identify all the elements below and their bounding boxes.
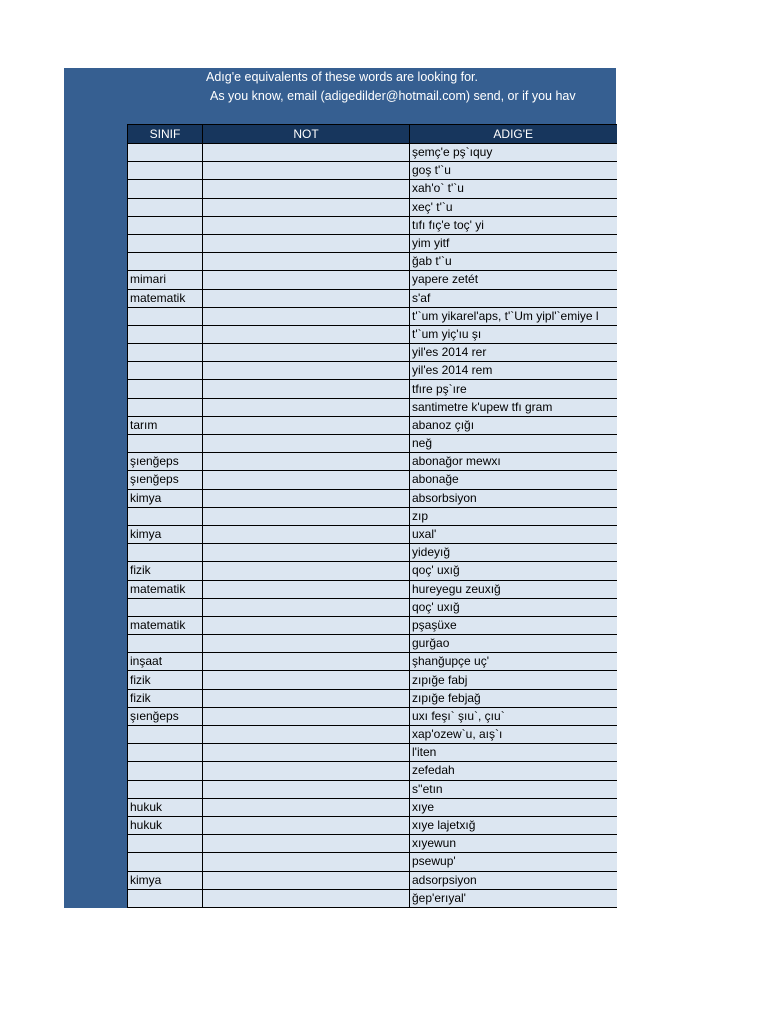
cell-not[interactable] bbox=[203, 889, 410, 907]
table-row bbox=[128, 144, 617, 162]
table-row bbox=[128, 253, 617, 271]
cell-not[interactable] bbox=[203, 489, 410, 507]
cell-not[interactable] bbox=[203, 416, 410, 434]
cell-adige[interactable]: zıp bbox=[410, 507, 617, 525]
cell-not[interactable] bbox=[203, 816, 410, 834]
table-row bbox=[128, 180, 617, 198]
cell-not[interactable] bbox=[203, 689, 410, 707]
table-row bbox=[128, 234, 617, 252]
cell-not[interactable] bbox=[203, 271, 410, 289]
table-row bbox=[128, 689, 617, 707]
cell-sinif[interactable] bbox=[128, 198, 203, 216]
cell-sinif[interactable] bbox=[128, 780, 203, 798]
cell-not[interactable] bbox=[203, 253, 410, 271]
cell-not[interactable] bbox=[203, 853, 410, 871]
cell-adige[interactable]: yil'es 2014 rer bbox=[410, 344, 617, 362]
cell-sinif[interactable]: mimari bbox=[128, 271, 203, 289]
header-line-1: Adıg'e equivalents of these words are looking for. bbox=[206, 70, 478, 84]
cell-not[interactable] bbox=[203, 453, 410, 471]
table-row bbox=[128, 216, 617, 234]
column-header-not[interactable]: NOT bbox=[203, 125, 410, 144]
table-row bbox=[128, 835, 617, 853]
cell-adige[interactable]: s''etın bbox=[410, 780, 617, 798]
table-row bbox=[128, 289, 617, 307]
cell-not[interactable] bbox=[203, 162, 410, 180]
cell-adige[interactable]: zıpığe fabj bbox=[410, 671, 617, 689]
cell-not[interactable] bbox=[203, 671, 410, 689]
cell-adige[interactable]: ğep'erıyal' bbox=[410, 889, 617, 907]
table-row bbox=[128, 762, 617, 780]
cell-adige[interactable]: zefedah bbox=[410, 762, 617, 780]
cell-adige[interactable]: tıfı fıç'e toç' yi bbox=[410, 216, 617, 234]
cell-sinif[interactable]: fizik bbox=[128, 689, 203, 707]
header-line-2: As you know, email (adigedilder@hotmail.com) send, or if you hav bbox=[210, 89, 576, 103]
table-row bbox=[128, 307, 617, 325]
cell-adige[interactable]: hureyegu zeuxığ bbox=[410, 580, 617, 598]
cell-not[interactable] bbox=[203, 398, 410, 416]
table-header-row bbox=[128, 125, 617, 144]
table-row bbox=[128, 744, 617, 762]
table-row bbox=[128, 380, 617, 398]
cell-not[interactable] bbox=[203, 216, 410, 234]
cell-not[interactable] bbox=[203, 380, 410, 398]
cell-not[interactable] bbox=[203, 798, 410, 816]
cell-sinif[interactable] bbox=[128, 744, 203, 762]
cell-not[interactable] bbox=[203, 835, 410, 853]
cell-adige[interactable]: t'`um yikarel'aps, t'`Um yipl'`emiye l bbox=[410, 307, 617, 325]
cell-sinif[interactable]: hukuk bbox=[128, 816, 203, 834]
cell-adige[interactable]: yapere zetét bbox=[410, 271, 617, 289]
cell-sinif[interactable]: matematik bbox=[128, 289, 203, 307]
cell-not[interactable] bbox=[203, 562, 410, 580]
cell-not[interactable] bbox=[203, 325, 410, 343]
table-row bbox=[128, 562, 617, 580]
cell-sinif[interactable] bbox=[128, 853, 203, 871]
cell-adige[interactable]: gurğao bbox=[410, 635, 617, 653]
cell-adige[interactable]: t'`um yiç'ıu şı bbox=[410, 325, 617, 343]
cell-sinif[interactable]: hukuk bbox=[128, 798, 203, 816]
table-row bbox=[128, 325, 617, 343]
cell-adige[interactable]: xah'o` t'`u bbox=[410, 180, 617, 198]
table-row bbox=[128, 780, 617, 798]
cell-sinif[interactable] bbox=[128, 216, 203, 234]
cell-sinif[interactable]: şıenğeps bbox=[128, 707, 203, 725]
cell-sinif[interactable]: inşaat bbox=[128, 653, 203, 671]
cell-not[interactable] bbox=[203, 653, 410, 671]
column-header-sinif[interactable]: SINIF bbox=[128, 125, 203, 144]
table-row bbox=[128, 653, 617, 671]
spreadsheet-panel bbox=[64, 68, 616, 908]
cell-adige[interactable]: abonağe bbox=[410, 471, 617, 489]
table-row bbox=[128, 453, 617, 471]
cell-not[interactable] bbox=[203, 744, 410, 762]
cell-sinif[interactable] bbox=[128, 325, 203, 343]
cell-not[interactable] bbox=[203, 507, 410, 525]
cell-adige[interactable]: pşaşüxe bbox=[410, 616, 617, 634]
cell-adige[interactable]: tfıre pş`ıre bbox=[410, 380, 617, 398]
table-row bbox=[128, 507, 617, 525]
table-row bbox=[128, 580, 617, 598]
cell-adige[interactable]: zıpığe febjağ bbox=[410, 689, 617, 707]
cell-not[interactable] bbox=[203, 307, 410, 325]
table-row bbox=[128, 798, 617, 816]
cell-adige[interactable]: ğab t'`u bbox=[410, 253, 617, 271]
cell-not[interactable] bbox=[203, 471, 410, 489]
cell-adige[interactable]: s'af bbox=[410, 289, 617, 307]
table-row bbox=[128, 198, 617, 216]
cell-not[interactable] bbox=[203, 289, 410, 307]
table-body bbox=[128, 144, 617, 908]
cell-sinif[interactable]: matematik bbox=[128, 616, 203, 634]
cell-sinif[interactable] bbox=[128, 762, 203, 780]
cell-not[interactable] bbox=[203, 598, 410, 616]
cell-adige[interactable]: xıye bbox=[410, 798, 617, 816]
cell-sinif[interactable]: fizik bbox=[128, 562, 203, 580]
cell-not[interactable] bbox=[203, 180, 410, 198]
cell-sinif[interactable] bbox=[128, 507, 203, 525]
cell-sinif[interactable]: matematik bbox=[128, 580, 203, 598]
cell-sinif[interactable] bbox=[128, 889, 203, 907]
cell-not[interactable] bbox=[203, 780, 410, 798]
table-row bbox=[128, 871, 617, 889]
cell-sinif[interactable] bbox=[128, 253, 203, 271]
cell-sinif[interactable] bbox=[128, 344, 203, 362]
cell-sinif[interactable] bbox=[128, 234, 203, 252]
cell-adige[interactable]: qoç' uxığ bbox=[410, 598, 617, 616]
cell-not[interactable] bbox=[203, 344, 410, 362]
cell-adige[interactable]: yil'es 2014 rem bbox=[410, 362, 617, 380]
cell-not[interactable] bbox=[203, 362, 410, 380]
cell-sinif[interactable]: tarım bbox=[128, 416, 203, 434]
table-row bbox=[128, 162, 617, 180]
cell-not[interactable] bbox=[203, 762, 410, 780]
cell-sinif[interactable] bbox=[128, 362, 203, 380]
cell-adige[interactable]: santimetre k'upew tfı gram bbox=[410, 398, 617, 416]
cell-adige[interactable]: abonağor mewxı bbox=[410, 453, 617, 471]
table-row bbox=[128, 598, 617, 616]
cell-adige[interactable]: yim yitf bbox=[410, 234, 617, 252]
cell-not[interactable] bbox=[203, 726, 410, 744]
cell-not[interactable] bbox=[203, 635, 410, 653]
cell-adige[interactable]: abanoz çığı bbox=[410, 416, 617, 434]
cell-sinif[interactable] bbox=[128, 598, 203, 616]
cell-not[interactable] bbox=[203, 707, 410, 725]
cell-sinif[interactable] bbox=[128, 162, 203, 180]
table-row bbox=[128, 489, 617, 507]
cell-adige[interactable]: adsorpsiyon bbox=[410, 871, 617, 889]
cell-not[interactable] bbox=[203, 525, 410, 543]
cell-adige[interactable]: uxal' bbox=[410, 525, 617, 543]
table-row bbox=[128, 435, 617, 453]
cell-sinif[interactable] bbox=[128, 398, 203, 416]
cell-adige[interactable]: absorbsiyon bbox=[410, 489, 617, 507]
cell-adige[interactable]: xıye lajetxığ bbox=[410, 816, 617, 834]
table-row bbox=[128, 544, 617, 562]
cell-adige[interactable]: goş t'`u bbox=[410, 162, 617, 180]
cell-not[interactable] bbox=[203, 616, 410, 634]
cell-sinif[interactable] bbox=[128, 635, 203, 653]
cell-sinif[interactable] bbox=[128, 544, 203, 562]
cell-not[interactable] bbox=[203, 435, 410, 453]
cell-adige[interactable]: yideyığ bbox=[410, 544, 617, 562]
cell-adige[interactable]: xap'ozew`u, aış`ı bbox=[410, 726, 617, 744]
cell-not[interactable] bbox=[203, 871, 410, 889]
table-row bbox=[128, 707, 617, 725]
cell-adige[interactable]: l'iten bbox=[410, 744, 617, 762]
cell-sinif[interactable]: kimya bbox=[128, 525, 203, 543]
cell-adige[interactable]: neğ bbox=[410, 435, 617, 453]
cell-sinif[interactable]: kimya bbox=[128, 871, 203, 889]
cell-adige[interactable]: uxı feşı` şıu`, çıu` bbox=[410, 707, 617, 725]
cell-adige[interactable]: xeç' t'`u bbox=[410, 198, 617, 216]
table-row bbox=[128, 816, 617, 834]
cell-adige[interactable]: qoç' uxığ bbox=[410, 562, 617, 580]
cell-not[interactable] bbox=[203, 544, 410, 562]
cell-not[interactable] bbox=[203, 144, 410, 162]
cell-sinif[interactable] bbox=[128, 726, 203, 744]
table-row bbox=[128, 525, 617, 543]
cell-sinif[interactable] bbox=[128, 380, 203, 398]
cell-adige[interactable]: xıyewun bbox=[410, 835, 617, 853]
table-row bbox=[128, 416, 617, 434]
table-row bbox=[128, 362, 617, 380]
table-row bbox=[128, 635, 617, 653]
cell-sinif[interactable] bbox=[128, 180, 203, 198]
cell-sinif[interactable] bbox=[128, 144, 203, 162]
cell-sinif[interactable]: şıenğeps bbox=[128, 453, 203, 471]
cell-sinif[interactable]: kimya bbox=[128, 489, 203, 507]
word-table bbox=[127, 124, 617, 908]
table-row bbox=[128, 853, 617, 871]
table-row bbox=[128, 471, 617, 489]
table-row bbox=[128, 726, 617, 744]
column-header-adige[interactable]: ADIG'E bbox=[410, 125, 617, 144]
cell-sinif[interactable]: fizik bbox=[128, 671, 203, 689]
table-row bbox=[128, 616, 617, 634]
cell-not[interactable] bbox=[203, 198, 410, 216]
table-row bbox=[128, 398, 617, 416]
table-row bbox=[128, 271, 617, 289]
cell-not[interactable] bbox=[203, 580, 410, 598]
cell-sinif[interactable] bbox=[128, 435, 203, 453]
cell-sinif[interactable]: şıenğeps bbox=[128, 471, 203, 489]
cell-sinif[interactable] bbox=[128, 835, 203, 853]
cell-not[interactable] bbox=[203, 234, 410, 252]
cell-adige[interactable]: şemç'e pş`ıquy bbox=[410, 144, 617, 162]
cell-sinif[interactable] bbox=[128, 307, 203, 325]
table-row bbox=[128, 671, 617, 689]
cell-adige[interactable]: şhanğupçe uç' bbox=[410, 653, 617, 671]
cell-adige[interactable]: psewup' bbox=[410, 853, 617, 871]
table-row bbox=[128, 344, 617, 362]
table-row bbox=[128, 889, 617, 907]
